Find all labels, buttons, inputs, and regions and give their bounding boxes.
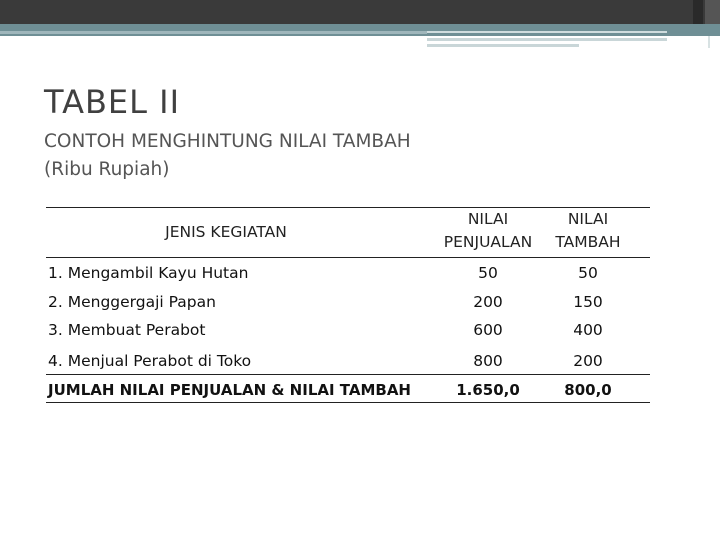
subtitle-line: (Ribu Rupiah): [44, 159, 170, 180]
table-bottom-rule: [46, 402, 650, 403]
accent-line: [708, 36, 710, 48]
row-tambah: 200: [573, 352, 603, 370]
header-tambah: NILAI TAMBAH: [555, 210, 621, 251]
top-bar-block: [705, 0, 720, 24]
row-penjualan: 50: [478, 264, 498, 282]
row-kegiatan: 1. Mengambil Kayu Hutan: [48, 264, 249, 282]
total-top-rule: [46, 374, 650, 375]
row-tambah: 50: [578, 264, 598, 282]
row-kegiatan: 3. Membuat Perabot: [48, 321, 206, 339]
row-tambah: 150: [573, 293, 603, 311]
subtitle-line: CONTOH MENGHINTUNG NILAI TAMBAH: [44, 131, 411, 152]
total-tambah: 800,0: [564, 381, 612, 399]
row-penjualan: 800: [473, 352, 503, 370]
total-penjualan: 1.650,0: [456, 381, 520, 399]
value-added-table: [46, 0, 650, 540]
top-bar-block: [693, 0, 703, 24]
row-penjualan: 200: [473, 293, 503, 311]
row-penjualan: 600: [473, 321, 503, 339]
header-rule: [46, 257, 650, 258]
slide-title: TABEL II: [44, 83, 180, 121]
row-tambah: 400: [573, 321, 603, 339]
header-kegiatan: JENIS KEGIATAN: [165, 223, 287, 241]
total-label: JUMLAH NILAI PENJUALAN & NILAI TAMBAH: [48, 381, 411, 399]
row-kegiatan: 2. Menggergaji Papan: [48, 293, 216, 311]
row-kegiatan: 4. Menjual Perabot di Toko: [48, 352, 252, 370]
header-penjualan: NILAI PENJUALAN: [443, 210, 533, 251]
